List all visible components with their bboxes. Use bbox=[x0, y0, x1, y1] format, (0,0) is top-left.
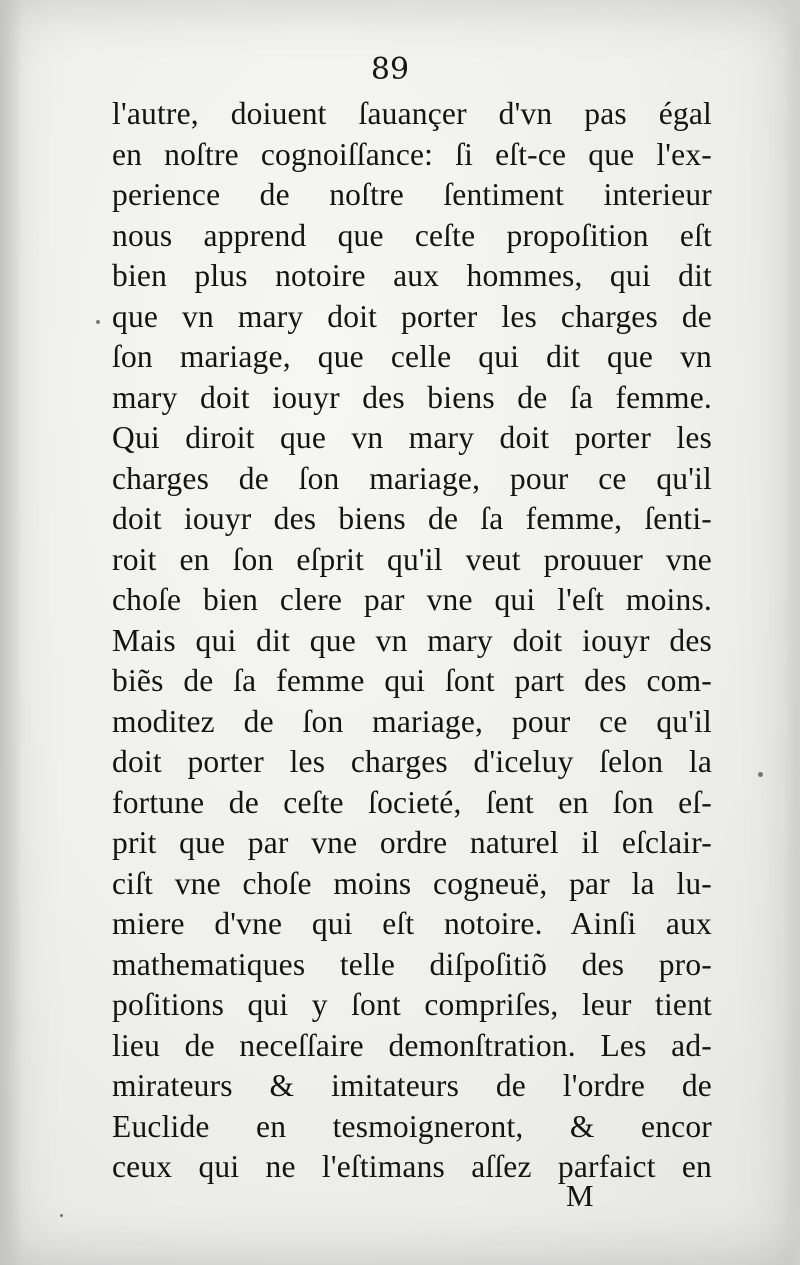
text-line: Mais qui dit que vn mary doit iouyr des bbox=[112, 622, 712, 658]
text-line: Euclide en tesmoigneront, & encor bbox=[112, 1108, 712, 1144]
text-line: moditez de ſon mariage, pour ce qu'il bbox=[112, 703, 712, 739]
text-line: biẽs de ſa femme qui ſont part des com- bbox=[112, 663, 712, 698]
text-line: doit iouyr des biens de ſa femme, ſenti- bbox=[112, 501, 712, 536]
catchword: M bbox=[566, 1178, 594, 1213]
text-line: doit porter les charges d'iceluy ſelon la bbox=[112, 744, 712, 779]
text-line: lieu de neceſſaire demonſtration. Les ad- bbox=[112, 1027, 712, 1063]
text-line: en noſtre cognoiſſance: ſi eſt-ce que l'ex- bbox=[112, 136, 712, 172]
text-line: poſitions qui y ſont compriſes, leur tient bbox=[112, 987, 712, 1022]
text-line: choſe bien clere par vne qui l'eſt moins. bbox=[112, 582, 712, 617]
text-line: mirateurs & imitateurs de l'ordre de bbox=[112, 1068, 712, 1103]
text-line: l'autre, doiuent ſauançer d'vn pas égal bbox=[112, 96, 712, 131]
text-line: prit que par vne ordre naturel il eſclair- bbox=[112, 825, 712, 860]
body-text bbox=[112, 94, 712, 1188]
ink-speck bbox=[758, 772, 763, 777]
page-number: 89 bbox=[370, 52, 410, 87]
text-line: bien plus notoire aux hommes, qui dit bbox=[112, 258, 712, 293]
text-line: ciſt vne choſe moins cogneuë, par la lu- bbox=[112, 865, 712, 901]
page-edge-shadow-right bbox=[784, 0, 800, 1265]
text-line: perience de noſtre ſentiment interieur bbox=[112, 177, 712, 212]
text-line: mathematiques telle diſpoſitiõ des pro- bbox=[112, 946, 712, 982]
text-line: roit en ſon eſprit qu'il veut prouuer vne bbox=[112, 541, 712, 577]
ink-speck bbox=[60, 1214, 63, 1217]
page-edge-shadow-left bbox=[0, 0, 22, 1265]
text-line: ceux qui ne l'eſtimans aſſez parfaict en bbox=[112, 1149, 712, 1184]
text-line: Qui diroit que vn mary doit porter les bbox=[112, 420, 712, 455]
text-line: mary doit iouyr des biens de ſa femme. bbox=[112, 379, 712, 415]
text-line: ſon mariage, que celle qui dit que vn bbox=[112, 339, 712, 374]
text-line: miere d'vne qui eſt notoire. Ainſi aux bbox=[112, 906, 712, 941]
text-line: fortune de ceſte ſocieté, ſent en ſon eſ- bbox=[112, 784, 712, 820]
text-line: que vn mary doit porter les charges de bbox=[112, 298, 712, 334]
text-line: charges de ſon mariage, pour ce qu'il bbox=[112, 460, 712, 496]
text-line: nous apprend que ceſte propoſition eſt bbox=[112, 217, 712, 253]
ink-speck bbox=[96, 320, 100, 324]
